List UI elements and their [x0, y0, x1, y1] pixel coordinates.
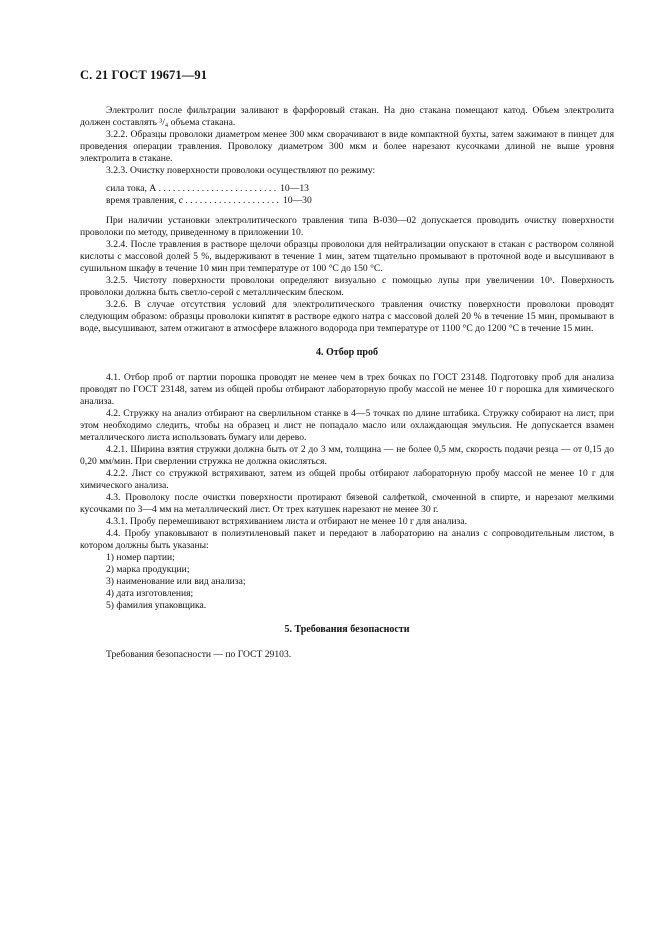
regime-label: время травления, с . . . . . . . . . . . . . . . . . . . .	[106, 195, 279, 206]
section-title-sampling: 4. Отбор проб	[316, 347, 378, 358]
regime-row-time	[106, 195, 614, 207]
list-item: 2) марка продукции;	[106, 564, 190, 575]
list-item: 3) наименование или вид анализа;	[106, 576, 246, 587]
paragraph-electrolyte: Электролит после фильтрации заливают в фарфоровый стакан. На дно стакана помещают катод. Объем электролита должен составлять ³/₄ объема стакана.	[80, 105, 614, 128]
etching-regime	[106, 183, 614, 207]
paragraph-4-3: 4.3. Проволоку после очистки поверхности протирают бязевой салфеткой, смоченной в спирте, и нарезают мелкими кусочками по 3—4 мм на металлический лист. От трех катушек нарезают не менее 30 г.	[80, 492, 614, 515]
list-item: 5) фамилия упаковщика.	[106, 600, 207, 611]
regime-value: 10—13	[280, 183, 309, 194]
paragraph-3-2-2: 3.2.2. Образцы проволоки диаметром менее 300 мкм сворачивают в виде компактной бухты, затем зажимают в пинцет для проведения операции травления. Проволоку диаметром 300 мкм и более нарезают кусочками длиной не выше уровня электролита в стакане.	[80, 129, 614, 164]
paragraph-4-2-1: 4.2.1. Ширина взятия стружки должна быть от 2 до 3 мм, толщина — не более 0,5 мм, скорость подачи резца — от 0,15 до 0,20 мм/мин. При сверлении стружка не должна окисляться.	[80, 444, 614, 467]
regime-row-current	[106, 183, 614, 195]
list-item: 4) дата изготовления;	[106, 588, 194, 599]
paragraph-3-2-4: 3.2.4. После травления в растворе щелочи образцы проволоки для нейтрализации опускают в стакан с раствором соляной кислоты с массовой долей 5 %, выдерживают в течение 1 мин, затем тщательно промывают в проточной воде и высушивают в сушильном шкафу в течение 10 мин при температуре от 100 °С до 150 °С.	[80, 239, 614, 274]
list-item: 1) номер партии;	[106, 552, 175, 563]
paragraph-4-2: 4.2. Стружку на анализ отбирают на сверлильном станке в 4—5 точках по длине штабика. Стружку собирают на лист, при этом необходимо следить, чтобы на образец и лист не попадало масло или охлаждающая эмульсия. Не допускается взамен металлического листа использовать бумагу или дерево.	[80, 408, 614, 443]
label-list	[80, 552, 614, 612]
page-header: С. 21 ГОСТ 19671—91	[80, 68, 208, 82]
regime-value: 10—30	[282, 195, 312, 206]
paragraph-3-2-6: 3.2.6. В случае отсутствия условий для электролитического травления очистку поверхности проволоки проводят следующим образом: образцы проволоки кипятят в растворе едкого натра с массовой долей 20 % в течение 15 мин, промывают в воде, высушивают, затем отжигают в атмосфере влажного водорода при температуре от 1100 °С до 1200 °С в течение 15 мин.	[80, 299, 614, 334]
paragraph-4-3-1: 4.3.1. Пробу перемешивают встряхиванием листа и отбирают не менее 10 г для анализа.	[106, 516, 467, 527]
paragraph-safety: Требования безопасности — по ГОСТ 29103.	[106, 649, 292, 660]
paragraph-4-4: 4.4. Пробу упаковывают в полиэтиленовый пакет и передают в лабораторию на анализ с сопроводительным листом, в котором должны быть указаны:	[80, 528, 614, 551]
paragraph-3-2-5: 3.2.5. Чистоту поверхности проволоки определяют визуально с помощью лупы при увеличении 10ˣ. Поверхность проволоки должна быть светло-серой с металлическим блеском.	[80, 275, 614, 298]
paragraph-4-2-2: 4.2.2. Лист со стружкой встряхивают, затем из общей пробы отбирают лабораторную пробу массой не менее 10 г для химического анализа.	[80, 468, 614, 491]
paragraph-3-2-3: 3.2.3. Очистку поверхности проволоки осуществляют по режиму:	[106, 165, 376, 176]
section-title-safety: 5. Требования безопасности	[284, 624, 410, 635]
regime-label: сила тока, А . . . . . . . . . . . . . . . . . . . . . . . . .	[106, 183, 277, 194]
paragraph-installation: При наличии установки электролитического травления типа В-030—02 допускается проводить очистку поверхности проволоки по методу, приведенному в приложении 10.	[80, 215, 614, 238]
paragraph-4-1: 4.1. Отбор проб от партии порошка проводят не менее чем в трех бочках по ГОСТ 23148. Подготовку проб для анализа проводят по ГОСТ 23148, затем из общей пробы отбирают лабораторную пробу массой не менее 10 г порошка для химического анализа.	[80, 372, 614, 407]
document-page	[80, 68, 614, 661]
